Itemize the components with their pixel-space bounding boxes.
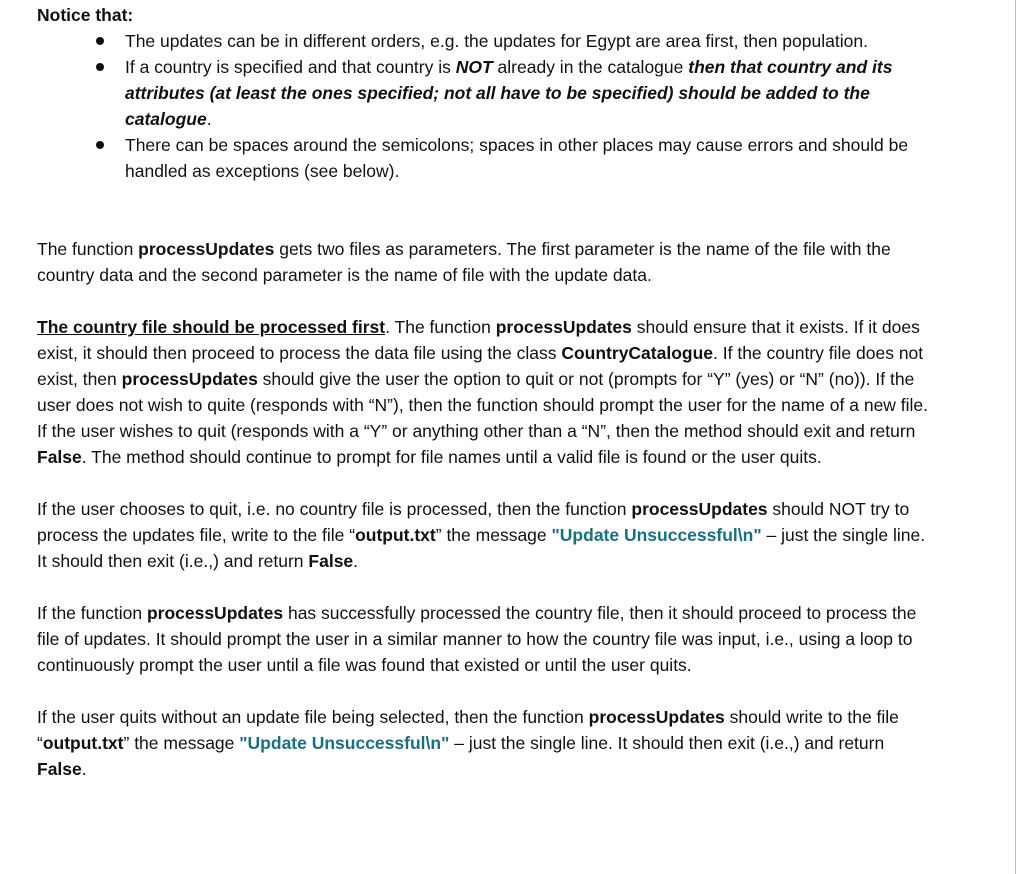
function-name: processUpdates: [138, 239, 275, 259]
spacer: [37, 288, 937, 314]
notice-list: [37, 28, 937, 184]
underlined-heading: The country file should be processed first: [37, 317, 386, 337]
spacer: [37, 574, 937, 600]
notice-bullet-1: [125, 28, 937, 54]
output-filename: output.txt: [355, 525, 436, 545]
update-unsuccessful-message: "Update Unsuccessful\n": [239, 733, 450, 753]
function-name: processUpdates: [588, 707, 725, 727]
update-unsuccessful-message: "Update Unsuccessful\n": [551, 525, 762, 545]
spacer: [37, 184, 937, 236]
paragraph-parameters: The function processUpdates gets two files as parameters. The first parameter is the name of the file with the country data and the second parameter is the name of file with the update data.: [37, 239, 891, 285]
notice-bullet-3: [125, 132, 937, 184]
document-body: [37, 2, 937, 782]
false-keyword: False: [37, 447, 82, 467]
function-name: processUpdates: [495, 317, 632, 337]
function-name: processUpdates: [631, 499, 768, 519]
bullet-text: There can be spaces around the semicolons; spaces in other places may cause errors and should be handled as exceptions (see below).: [125, 135, 909, 181]
paragraph-no-update-file: If the user quits without an update file being selected, then the function processUpdates should write to the file “output.txt” the message "Update Unsuccessful\n" – just the single line. It should then exit (i.e.,) and return False.: [37, 707, 899, 779]
spacer: [37, 470, 937, 496]
not-emphasis: NOT: [455, 57, 493, 77]
added-to-catalogue-emphasis: then that country and its attributes (at least the ones specified; not all have to be specified) should be added to the catalogue: [125, 57, 893, 129]
bullet-text: The updates can be in different orders, e.g. the updates for Egypt are area first, then population.: [125, 31, 868, 51]
notice-heading: Notice that:: [37, 5, 134, 25]
paragraph-country-file: The country file should be processed first. The function processUpdates should ensure that it exists. If it does exist, it should then proceed to process the data file using the class CountryCatalogue. If the country file does not exist, then processUpdates should give the user the option to quit or not (prompts for “Y” (yes) or “N” (no)). If the user does not wish to quite (responds with “N”), then the function should prompt the user for the name of a new file. If the user wishes to quit (responds with a “Y” or anything other than a “N”, then the method should exit and return False. The method should continue to prompt for file names until a valid file is found or the user quits.: [37, 317, 929, 467]
paragraph-user-quits: If the user chooses to quit, i.e. no country file is processed, then the function processUpdates should NOT try to process the updates file, write to the file “output.txt” the message "Update Unsuccessful\n" – just the single line. It should then exit (i.e.,) and return False.: [37, 499, 926, 571]
false-keyword: False: [308, 551, 354, 571]
function-name: processUpdates: [146, 603, 284, 623]
paragraph-update-file: If the function processUpdates has successfully processed the country file, then it should proceed to process the file of updates. It should prompt the user in a similar manner to how the country file was input, i.e., using a loop to continuously prompt the user until a file was found that existed or until the user quits.: [37, 603, 917, 675]
false-keyword: False: [37, 759, 82, 779]
notice-bullet-2: If a country is specified and that country is NOT already in the catalogue then that country and its attributes (at least the ones specified; not all have to be specified) should be added to the catalogue.: [125, 54, 937, 132]
class-name: CountryCatalogue: [561, 343, 714, 363]
output-filename: output.txt: [42, 733, 124, 753]
page-edge-divider: [1015, 0, 1016, 874]
function-name: processUpdates: [121, 369, 258, 389]
spacer: [37, 678, 937, 704]
